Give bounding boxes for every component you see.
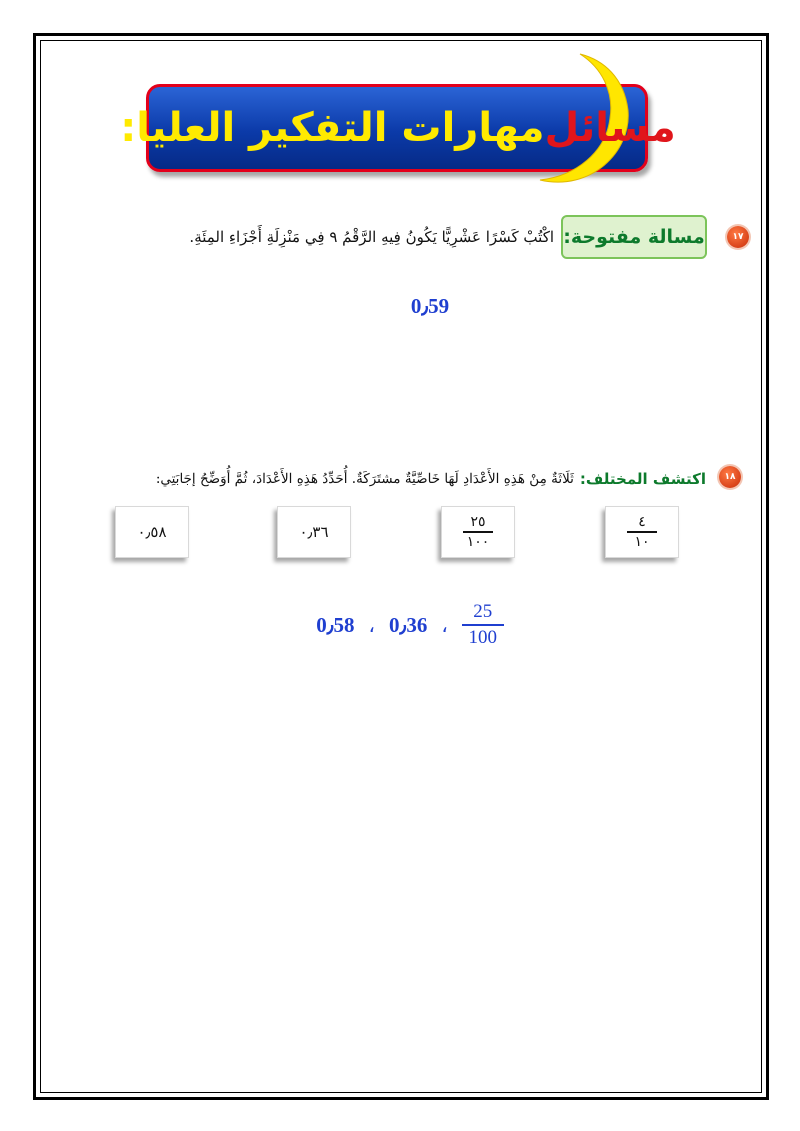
open-question-tag: مسالة مفتوحة: bbox=[561, 215, 707, 259]
page-border-inner bbox=[40, 40, 762, 1093]
separator: ، bbox=[441, 614, 448, 637]
fraction-numerator: ٤ bbox=[638, 513, 646, 530]
find-different-label: اكتشف المختلف: bbox=[579, 470, 706, 488]
fraction bbox=[463, 515, 493, 550]
fraction-numerator: 25 bbox=[473, 601, 493, 623]
question-17-text: اكْتُبْ كَسْرًا عَشْرِيًّا يَكُونُ فِيهِ الرَّقْمُ ٩ فِي مَنْزِلَةِ أَجْزَاءِ المِئَةِ. bbox=[189, 228, 554, 246]
separator: ، bbox=[368, 614, 375, 637]
title-yellow-part: مهارات التفكير العليا: bbox=[120, 105, 545, 151]
question-18-text: ثَلَاثَةٌ مِنْ هَذِهِ الأَعْدَادِ لَهَا خَاصِّيَّةٌ مشتَرَكَةٌ. أُحَدِّدُ هَذِهِ الأَعْدَادَ، ثُمَّ أُوَضِّحُ إجَابَتِي: bbox=[155, 471, 574, 487]
fraction-bar bbox=[463, 531, 493, 533]
fraction-numerator: ٢٥ bbox=[470, 513, 486, 530]
fraction-denominator: ١٠ bbox=[634, 533, 650, 550]
number-card bbox=[441, 506, 515, 558]
question-number-badge: ١٨ bbox=[719, 466, 741, 488]
answer-value: 0٫58 bbox=[316, 612, 355, 637]
question-17-answer: 0٫59 bbox=[410, 294, 450, 318]
fraction bbox=[627, 515, 657, 550]
number-card bbox=[115, 506, 189, 558]
question-18-line bbox=[58, 465, 706, 493]
page-title bbox=[120, 90, 676, 166]
number-card bbox=[605, 506, 679, 558]
title-red-part: مسائل bbox=[544, 105, 676, 151]
fraction-denominator: 100 bbox=[468, 626, 498, 648]
decimal-value: ٠٫٥٨ bbox=[137, 523, 167, 541]
number-card bbox=[277, 506, 351, 558]
answer-value: 0٫36 bbox=[389, 612, 428, 637]
fraction-bar bbox=[627, 531, 657, 533]
question-number-badge: ١٧ bbox=[727, 226, 749, 248]
decimal-value: ٠٫٣٦ bbox=[299, 523, 329, 541]
fraction-bar bbox=[462, 624, 504, 626]
fraction-denominator: ١٠٠ bbox=[466, 533, 490, 550]
answer-fraction bbox=[462, 602, 504, 647]
question-18-answer bbox=[280, 598, 540, 652]
